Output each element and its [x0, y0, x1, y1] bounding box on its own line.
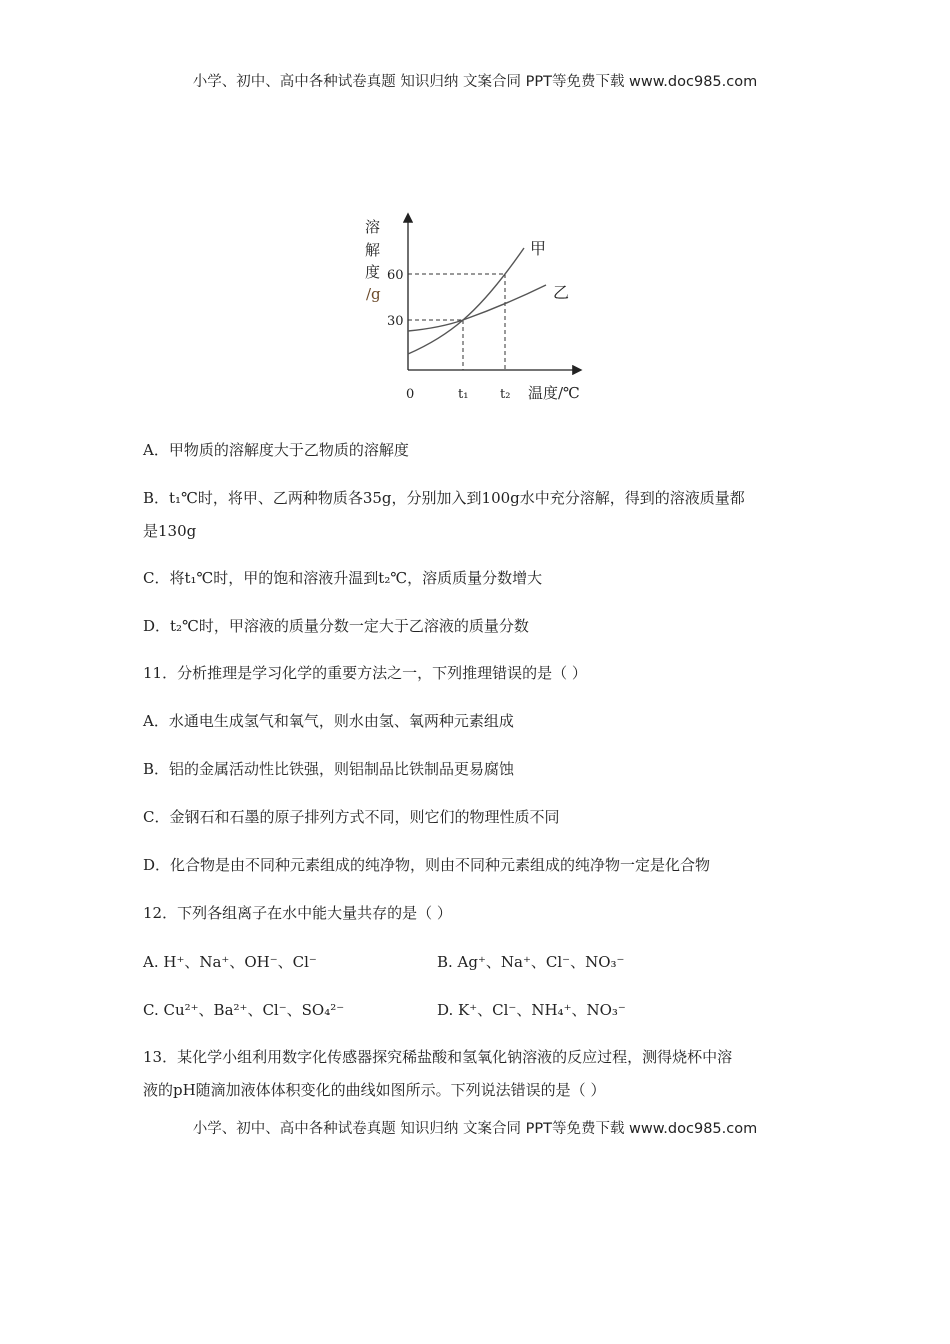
xtick-0: 0: [406, 387, 415, 402]
q11-stem: 11．分析推理是学习化学的重要方法之一，下列推理错误的是（ ）: [143, 664, 587, 682]
q12-stem: 12．下列各组离子在水中能大量共存的是（ ）: [143, 904, 452, 922]
ytick-30: 30: [387, 314, 404, 329]
ylabel-4: /g: [366, 285, 381, 303]
series-label-yi: 乙: [553, 283, 570, 302]
xtick-t1: t₁: [458, 387, 469, 402]
q10-option-d: D．t₂℃时，甲溶液的质量分数一定大于乙溶液的质量分数: [143, 617, 529, 635]
q11-option-a: A．水通电生成氢气和氧气，则水由氢、氧两种元素组成: [143, 712, 514, 730]
q10-option-a: A．甲物质的溶解度大于乙物质的溶解度: [143, 441, 409, 459]
page-footer: 小学、初中、高中各种试卷真题 知识归纳 文案合同 PPT等免费下载 www.doc985.com: [192, 1121, 758, 1137]
q11-option-c: C．金钢石和石墨的原子排列方式不同，则它们的物理性质不同: [143, 808, 560, 826]
q12-option-c: C. Cu²⁺、Ba²⁺、Cl⁻、SO₄²⁻: [143, 1001, 345, 1019]
q11-option-d: D．化合物是由不同种元素组成的纯净物，则由不同种元素组成的纯净物一定是化合物: [143, 856, 711, 874]
q10-option-c: C．将t₁℃时，甲的饱和溶液升温到t₂℃，溶质质量分数增大: [143, 569, 543, 587]
ylabel-3: 度: [365, 263, 381, 281]
page-header: 小学、初中、高中各种试卷真题 知识归纳 文案合同 PPT等免费下载 www.doc985.com: [192, 74, 758, 90]
curve-jia: [408, 248, 524, 354]
q12-option-b: B. Ag⁺、Na⁺、Cl⁻、NO₃⁻: [437, 953, 625, 971]
curve-yi: [408, 285, 546, 331]
q13-stem-line2: 液的pH随滴加液体体积变化的曲线如图所示。下列说法错误的是（ ）: [143, 1081, 606, 1099]
xtick-t2: t₂: [500, 387, 511, 402]
ytick-60: 60: [387, 268, 404, 283]
q13-stem-line1: 13．某化学小组利用数字化传感器探究稀盐酸和氢氧化钠溶液的反应过程，测得烧杯中溶: [143, 1048, 733, 1066]
xlabel: 温度/℃: [528, 384, 580, 402]
q10-option-b-line1: B．t₁℃时，将甲、乙两种物质各35g，分别加入到100g水中充分溶解，得到的溶液质量都: [143, 489, 745, 507]
q12-option-d: D. K⁺、Cl⁻、NH₄⁺、NO₃⁻: [437, 1001, 626, 1019]
q12-option-a: A. H⁺、Na⁺、OH⁻、Cl⁻: [143, 953, 317, 971]
ylabel-2: 解: [365, 241, 381, 259]
series-label-jia: 甲: [530, 239, 547, 258]
q11-option-b: B．铝的金属活动性比铁强，则铝制品比铁制品更易腐蚀: [143, 760, 515, 778]
ylabel-1: 溶: [365, 218, 381, 236]
solubility-chart: [350, 205, 600, 410]
q10-option-b-line2: 是130g: [143, 522, 197, 540]
